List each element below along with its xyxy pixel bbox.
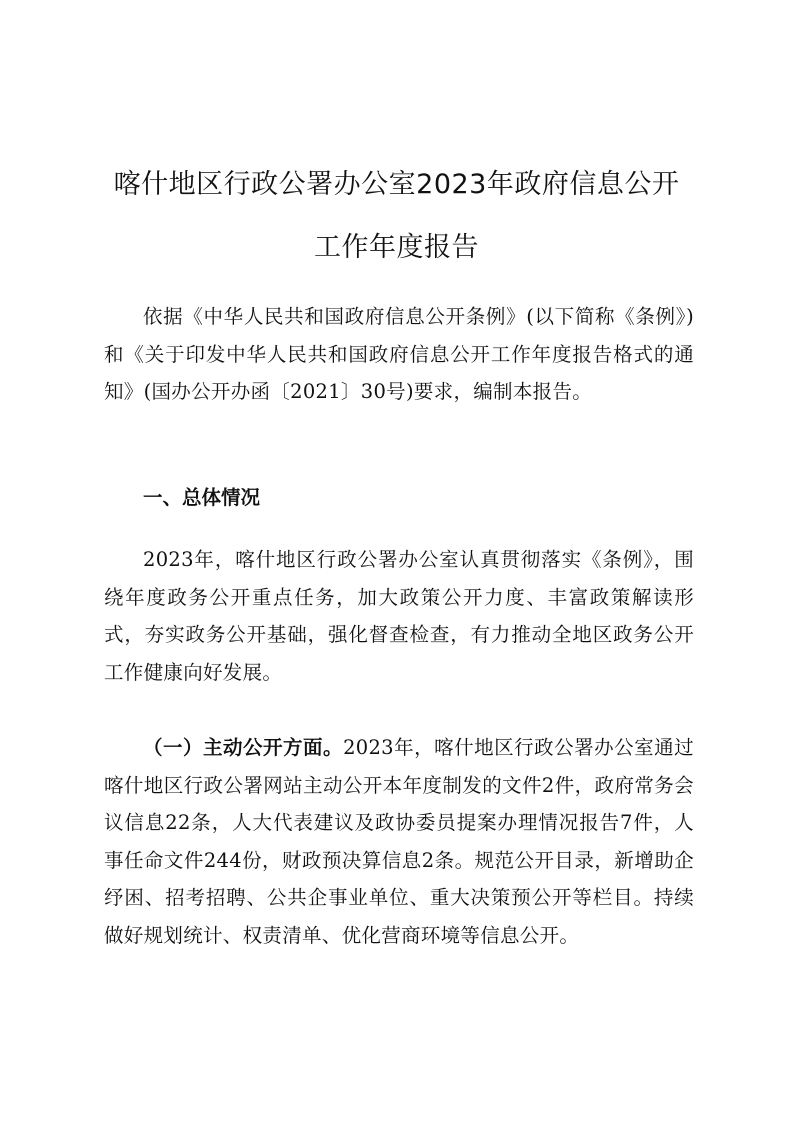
subsection-1-paragraph xyxy=(104,729,694,954)
document-title-line-2: 工作年度报告 xyxy=(314,232,479,263)
section-1-heading: 一、总体情况 xyxy=(143,486,261,509)
subsection-1-lead: （一）主动公开方面。 xyxy=(143,736,344,759)
document-title-line-1: 喀什地区行政公署办公室2023年政府信息公开 xyxy=(113,169,680,200)
subsection-1-body: 2023年，喀什地区行政公署办公室通过喀什地区行政公署网站主动公开本年度制发的文件2件，政府常务会议信息22条，人大代表建议及政协委员提案办理情况报告7件，人事任命文件244份，财政预决算信息2条。规范公开目录，新增助企纾困、招考招聘、公共企事业单位、重大决策预公开等栏目。持续做好规划统计、权责清单、优化营商环境等信息公开。 xyxy=(104,736,694,947)
section-1-paragraph: 2023年，喀什地区行政公署办公室认真贯彻落实《条例》，围绕年度政务公开重点任务，加大政策公开力度、丰富政策解读形式，夯实政务公开基础，强化督查检查，有力推动全地区政务公开工作健康向好发展。 xyxy=(104,548,694,684)
intro-paragraph: 依据《中华人民共和国政府信息公开条例》(以下简称《条例》)和《关于印发中华人民共和国政府信息公开工作年度报告格式的通知》(国办公开办函〔2021〕30号)要求，编制本报告。 xyxy=(104,305,694,403)
